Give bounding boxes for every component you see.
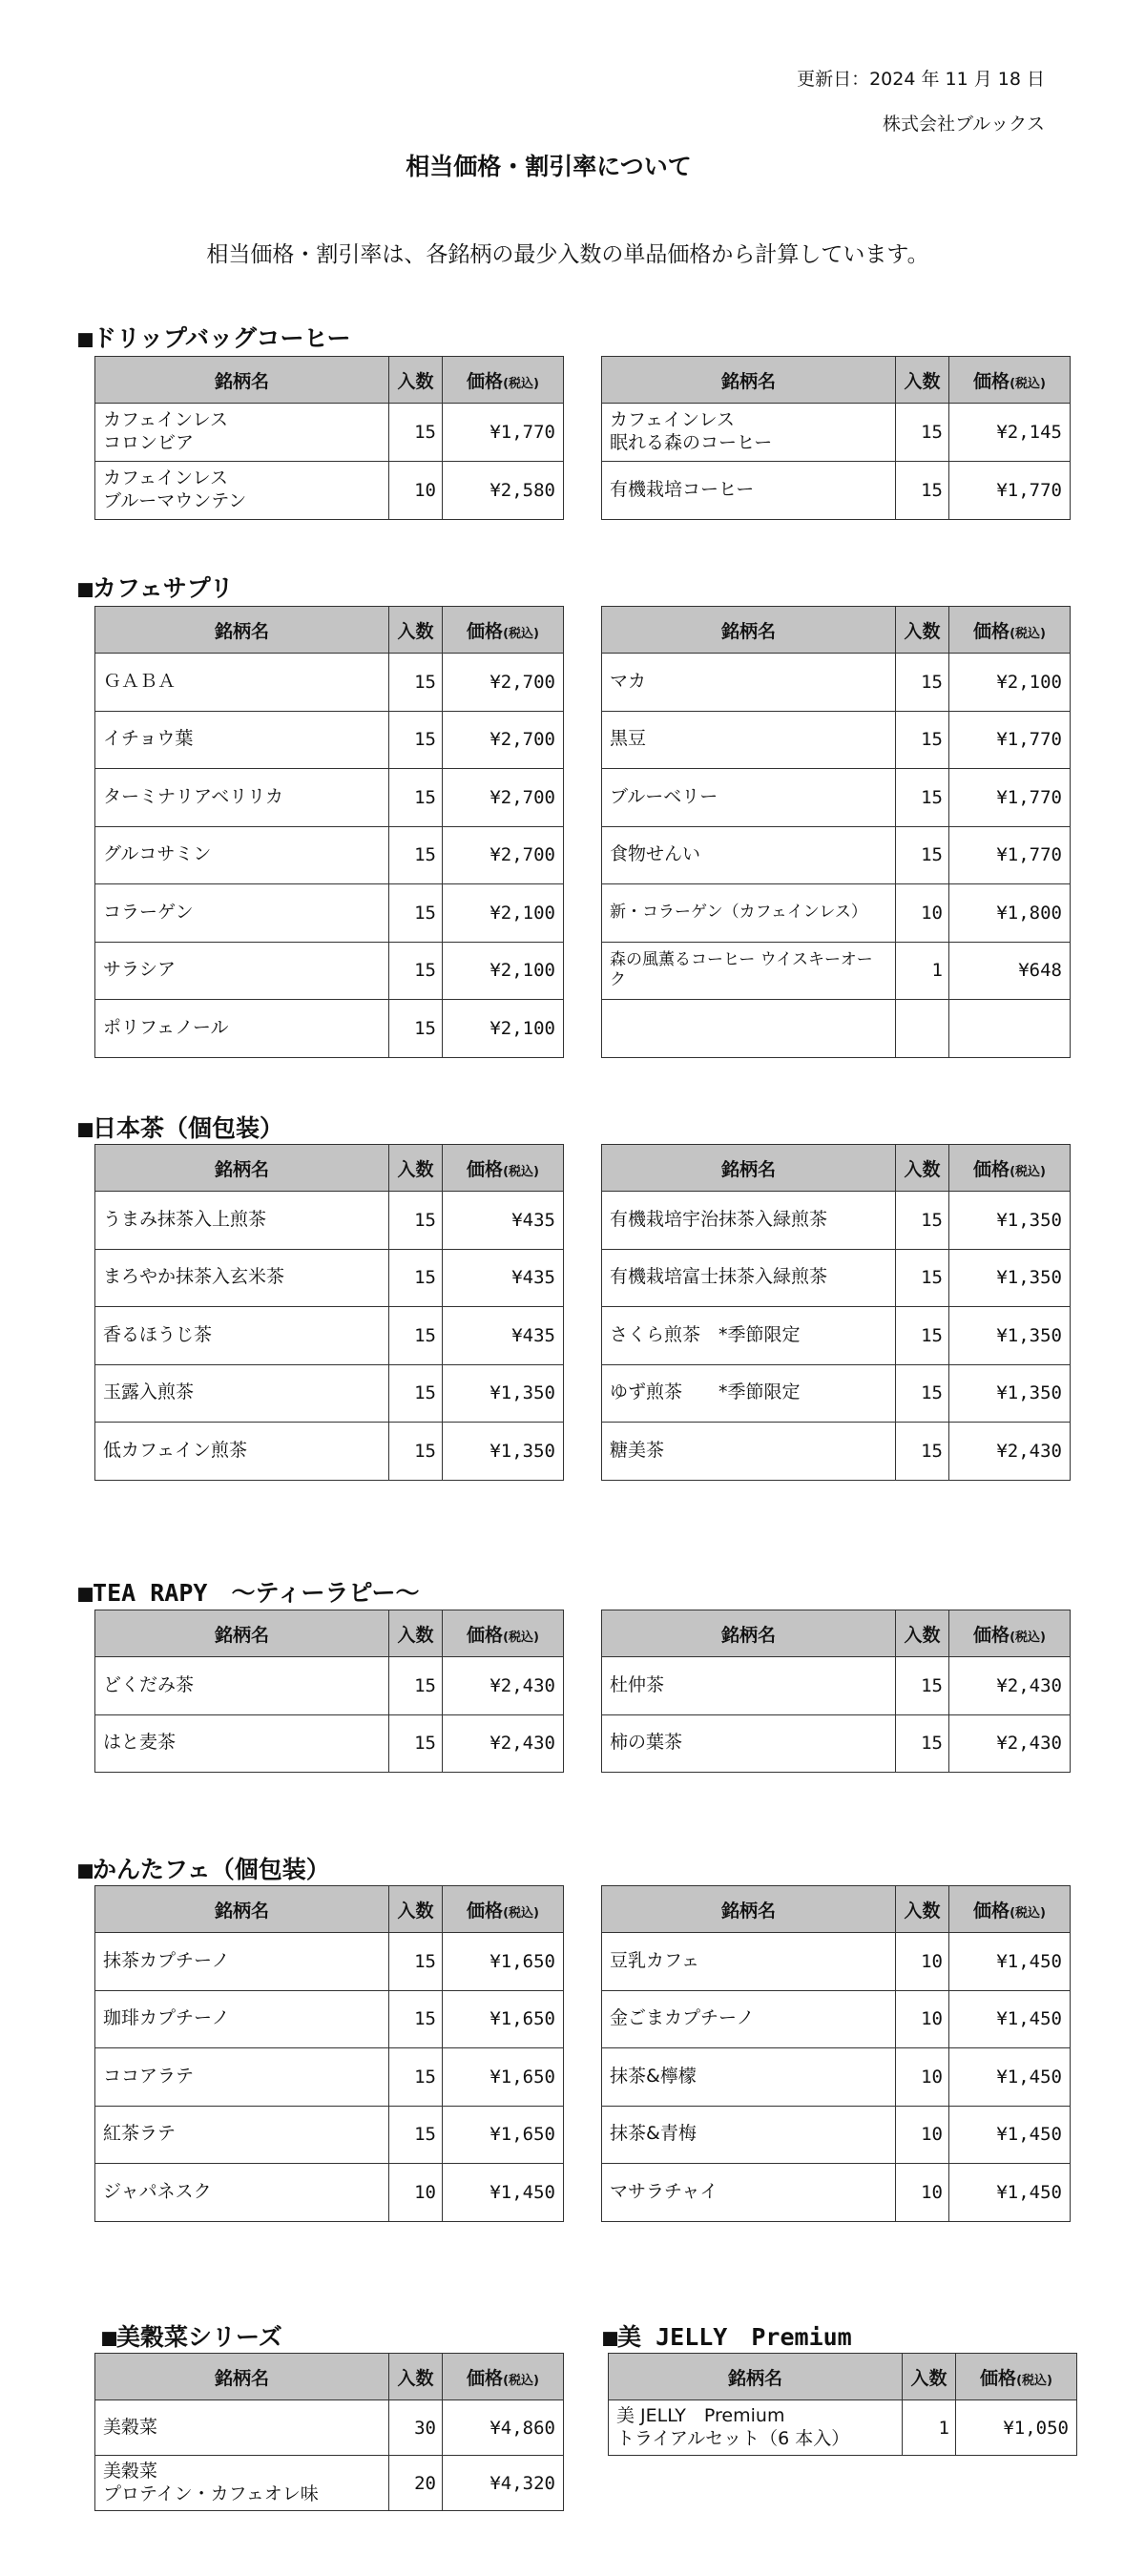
col-header-name: 銘柄名 — [95, 1145, 389, 1192]
product-price: ¥2,700 — [443, 654, 564, 712]
product-name: はと麦茶 — [95, 1714, 389, 1773]
product-name: 抹茶カプチーノ — [95, 1933, 389, 1991]
table-rapy-left — [94, 1610, 564, 1773]
table-row — [602, 769, 1071, 827]
product-qty: 15 — [389, 2048, 443, 2107]
product-price: ¥1,450 — [443, 2164, 564, 2222]
product-qty: 10 — [896, 884, 949, 943]
col-header-qty: 入数 — [389, 357, 443, 404]
col-header-price-label: 価格 — [973, 1624, 1010, 1646]
col-header-tax-label: (税込) — [503, 626, 539, 641]
product-price: ¥1,350 — [949, 1249, 1071, 1307]
product-qty: 15 — [896, 404, 949, 462]
col-header-qty: 入数 — [896, 1886, 949, 1933]
product-name: カフェインレス ブルーマウンテン — [95, 462, 389, 520]
product-price: ¥435 — [443, 1307, 564, 1365]
product-qty: 15 — [389, 1714, 443, 1773]
product-name: ジャパネスク — [95, 2164, 389, 2222]
product-qty: 15 — [389, 1307, 443, 1365]
table-kantafe-right — [601, 1885, 1071, 2222]
table-bikoku — [94, 2353, 564, 2511]
product-qty: 15 — [389, 404, 443, 462]
table-row — [602, 1364, 1071, 1423]
table-row — [609, 2400, 1077, 2456]
product-name: 香るほうじ茶 — [95, 1307, 389, 1365]
product-name: 森の風薫るコーヒー ウイスキーオーク — [602, 942, 896, 1000]
col-header-tax-label: (税込) — [1010, 1164, 1046, 1179]
table-row — [95, 1307, 564, 1365]
col-header-tax-label: (税込) — [503, 1905, 539, 1921]
product-qty: 15 — [389, 1249, 443, 1307]
col-header-price-label: 価格 — [973, 1900, 1010, 1922]
col-header-tax-label: (税込) — [503, 1630, 539, 1645]
product-name — [602, 1000, 896, 1058]
product-name: 美 JELLY Premium トライアルセット（6 本入） — [609, 2400, 903, 2456]
product-name: うまみ抹茶入上煎茶 — [95, 1192, 389, 1250]
product-price: ¥1,450 — [949, 2048, 1071, 2107]
product-price: ¥435 — [443, 1192, 564, 1250]
col-header-tax-label: (税込) — [503, 376, 539, 391]
col-header-price-label: 価格 — [467, 1900, 504, 1922]
product-qty: 1 — [896, 942, 949, 1000]
col-header-qty: 入数 — [896, 607, 949, 654]
product-name: 新・コラーゲン（カフェインレス） — [602, 884, 896, 943]
product-name: 美穀菜 — [95, 2400, 389, 2456]
section-title-jelly: ■美 JELLY Premium — [603, 2323, 852, 2351]
col-header-price-label: 価格 — [467, 2367, 504, 2389]
col-header-tax-label: (税込) — [1010, 1630, 1046, 1645]
product-qty: 15 — [896, 654, 949, 712]
product-price: ¥1,450 — [949, 1990, 1071, 2048]
table-header — [95, 607, 564, 654]
col-header-price — [949, 357, 1071, 404]
table-header — [602, 1886, 1071, 1933]
col-header-qty: 入数 — [389, 1886, 443, 1933]
table-header — [95, 1886, 564, 1933]
table-row — [95, 769, 564, 827]
product-qty: 15 — [896, 1249, 949, 1307]
col-header-price-label: 価格 — [973, 1158, 1010, 1180]
product-price: ¥1,350 — [443, 1364, 564, 1423]
col-header-qty: 入数 — [896, 357, 949, 404]
col-header-name: 銘柄名 — [602, 1610, 896, 1657]
product-price — [949, 1000, 1071, 1058]
product-price: ¥1,770 — [443, 404, 564, 462]
product-price: ¥1,770 — [949, 462, 1071, 520]
product-price: ¥4,320 — [443, 2456, 564, 2511]
product-name: ゆず煎茶 *季節限定 — [602, 1364, 896, 1423]
table-row — [602, 2048, 1071, 2107]
table-row — [95, 1192, 564, 1250]
table-header — [602, 607, 1071, 654]
table-row — [95, 2106, 564, 2164]
product-name: 美穀菜 プロテイン・カフェオレ味 — [95, 2456, 389, 2511]
table-row — [602, 1990, 1071, 2048]
product-name: マサラチャイ — [602, 2164, 896, 2222]
col-header-price-label: 価格 — [973, 370, 1010, 392]
col-header-price-label: 価格 — [467, 370, 504, 392]
product-name: 抹茶&青梅 — [602, 2106, 896, 2164]
col-header-tax-label: (税込) — [1010, 1905, 1046, 1921]
table-row — [95, 711, 564, 769]
table-row — [602, 884, 1071, 943]
col-header-price-label: 価格 — [980, 2367, 1017, 2389]
product-name: ココアラテ — [95, 2048, 389, 2107]
product-qty: 10 — [896, 1990, 949, 2048]
product-name: 抹茶&檸檬 — [602, 2048, 896, 2107]
section-title-bikoku: ■美穀菜シリーズ — [102, 2323, 282, 2351]
col-header-qty: 入数 — [896, 1145, 949, 1192]
product-name: ポリフェノール — [95, 1000, 389, 1058]
product-price: ¥2,430 — [949, 1657, 1071, 1715]
product-qty: 15 — [389, 769, 443, 827]
table-row — [95, 1714, 564, 1773]
product-price: ¥1,350 — [949, 1192, 1071, 1250]
col-header-name: 銘柄名 — [602, 357, 896, 404]
product-qty: 15 — [896, 1307, 949, 1365]
table-row — [602, 1000, 1071, 1058]
table-row — [602, 2164, 1071, 2222]
product-price: ¥1,770 — [949, 826, 1071, 884]
table-row — [95, 1249, 564, 1307]
product-price: ¥1,350 — [949, 1364, 1071, 1423]
col-header-tax-label: (税込) — [1010, 376, 1046, 391]
col-header-price — [949, 1886, 1071, 1933]
section-title-drip: ■ドリップバッグコーヒー — [78, 324, 351, 352]
table-row — [602, 2106, 1071, 2164]
product-price: ¥435 — [443, 1249, 564, 1307]
product-price: ¥2,700 — [443, 769, 564, 827]
product-name: カフェインレス コロンビア — [95, 404, 389, 462]
table-drip-right — [601, 356, 1071, 520]
col-header-qty: 入数 — [389, 1145, 443, 1192]
table-rapy-right — [601, 1610, 1071, 1773]
product-price: ¥2,100 — [443, 1000, 564, 1058]
section-title-rapy: ■TEA RAPY ～ティーラピー～ — [78, 1579, 420, 1607]
col-header-tax-label: (税込) — [503, 2373, 539, 2388]
product-qty: 15 — [389, 1364, 443, 1423]
product-name: 紅茶ラテ — [95, 2106, 389, 2164]
product-qty: 15 — [389, 1933, 443, 1991]
product-name: ＧＡＢＡ — [95, 654, 389, 712]
col-header-price — [956, 2354, 1077, 2400]
col-header-name: 銘柄名 — [95, 1886, 389, 1933]
product-qty: 15 — [389, 942, 443, 1000]
col-header-price — [443, 1886, 564, 1933]
product-price: ¥2,100 — [443, 942, 564, 1000]
product-qty: 15 — [389, 826, 443, 884]
product-price: ¥2,430 — [949, 1714, 1071, 1773]
table-row — [602, 1933, 1071, 1991]
product-price: ¥648 — [949, 942, 1071, 1000]
section-title-kantafe: ■かんたフェ（個包装） — [78, 1856, 330, 1883]
table-row — [95, 1990, 564, 2048]
product-qty: 10 — [896, 1933, 949, 1991]
product-qty: 10 — [896, 2164, 949, 2222]
product-qty: 15 — [389, 654, 443, 712]
table-row — [602, 462, 1071, 520]
product-name: 金ごまカプチーノ — [602, 1990, 896, 2048]
company-name: 株式会社ブルックス — [882, 114, 1045, 135]
product-name: サラシア — [95, 942, 389, 1000]
table-kantafe-left — [94, 1885, 564, 2222]
product-price: ¥1,450 — [949, 2164, 1071, 2222]
product-price: ¥2,145 — [949, 404, 1071, 462]
product-name: 有機栽培コーヒー — [602, 462, 896, 520]
product-price: ¥2,580 — [443, 462, 564, 520]
col-header-price — [949, 607, 1071, 654]
table-row — [95, 1423, 564, 1481]
col-header-qty: 入数 — [389, 607, 443, 654]
product-name: 食物せんい — [602, 826, 896, 884]
table-header — [602, 1610, 1071, 1657]
col-header-name: 銘柄名 — [95, 2354, 389, 2400]
product-qty: 15 — [389, 2106, 443, 2164]
table-row — [602, 1192, 1071, 1250]
product-name: 珈琲カプチーノ — [95, 1990, 389, 2048]
product-qty: 15 — [896, 826, 949, 884]
col-header-price-label: 価格 — [467, 1158, 504, 1180]
col-header-price — [949, 1145, 1071, 1192]
table-row — [602, 1249, 1071, 1307]
product-price: ¥2,430 — [949, 1423, 1071, 1481]
col-header-name: 銘柄名 — [95, 607, 389, 654]
col-header-name: 銘柄名 — [609, 2354, 903, 2400]
product-price: ¥2,700 — [443, 826, 564, 884]
product-price: ¥4,860 — [443, 2400, 564, 2456]
product-price: ¥1,650 — [443, 1933, 564, 1991]
product-price: ¥1,450 — [949, 2106, 1071, 2164]
table-tea-left — [94, 1144, 564, 1481]
col-header-price-label: 価格 — [973, 620, 1010, 642]
col-header-name: 銘柄名 — [602, 607, 896, 654]
product-qty: 15 — [896, 1192, 949, 1250]
product-name: 玉露入煎茶 — [95, 1364, 389, 1423]
product-name: どくだみ茶 — [95, 1657, 389, 1715]
table-header — [602, 1145, 1071, 1192]
product-price: ¥1,650 — [443, 1990, 564, 2048]
product-name: コラーゲン — [95, 884, 389, 943]
product-name: 黒豆 — [602, 711, 896, 769]
table-row — [95, 1657, 564, 1715]
col-header-name: 銘柄名 — [602, 1886, 896, 1933]
col-header-price — [443, 2354, 564, 2400]
table-header — [95, 357, 564, 404]
table-header — [95, 1610, 564, 1657]
table-supple-left — [94, 606, 564, 1058]
product-price: ¥1,770 — [949, 711, 1071, 769]
table-row — [602, 1657, 1071, 1715]
product-price: ¥1,350 — [949, 1307, 1071, 1365]
update-date: 更新日：2024 年 11 月 18 日 — [797, 69, 1045, 90]
table-row — [602, 1714, 1071, 1773]
product-qty: 15 — [896, 1423, 949, 1481]
table-row — [95, 2048, 564, 2107]
table-row — [95, 884, 564, 943]
col-header-price — [443, 357, 564, 404]
col-header-qty: 入数 — [389, 1610, 443, 1657]
product-qty: 15 — [389, 1657, 443, 1715]
product-name: カフェインレス 眠れる森のコーヒー — [602, 404, 896, 462]
intro-text: 相当価格・割引率は、各銘柄の最少入数の単品価格から計算しています。 — [206, 242, 929, 267]
table-row — [95, 462, 564, 520]
product-name: ブルーベリー — [602, 769, 896, 827]
col-header-tax-label: (税込) — [1010, 626, 1046, 641]
table-row — [95, 826, 564, 884]
table-row — [602, 1307, 1071, 1365]
col-header-qty: 入数 — [896, 1610, 949, 1657]
section-title-supple: ■カフェサプリ — [78, 574, 234, 602]
product-price: ¥1,770 — [949, 769, 1071, 827]
product-price: ¥1,050 — [956, 2400, 1077, 2456]
product-name: マカ — [602, 654, 896, 712]
product-qty: 15 — [896, 462, 949, 520]
col-header-tax-label: (税込) — [503, 1164, 539, 1179]
page-title: 相当価格・割引率について — [406, 153, 692, 180]
product-price: ¥2,100 — [949, 654, 1071, 712]
product-qty: 10 — [389, 462, 443, 520]
table-row — [95, 1933, 564, 1991]
product-name: グルコサミン — [95, 826, 389, 884]
table-header — [609, 2354, 1077, 2400]
product-qty: 15 — [896, 1364, 949, 1423]
col-header-price-label: 価格 — [467, 1624, 504, 1646]
table-header — [602, 357, 1071, 404]
product-name: 杜仲茶 — [602, 1657, 896, 1715]
product-qty: 15 — [896, 1714, 949, 1773]
col-header-name: 銘柄名 — [95, 1610, 389, 1657]
product-qty: 10 — [896, 2106, 949, 2164]
product-name: 豆乳カフェ — [602, 1933, 896, 1991]
product-qty: 15 — [389, 1990, 443, 2048]
product-name: 糖美茶 — [602, 1423, 896, 1481]
product-price: ¥1,650 — [443, 2106, 564, 2164]
product-name: 柿の葉茶 — [602, 1714, 896, 1773]
product-qty: 30 — [389, 2400, 443, 2456]
product-name: 有機栽培宇治抹茶入緑煎茶 — [602, 1192, 896, 1250]
product-price: ¥1,800 — [949, 884, 1071, 943]
product-qty: 15 — [389, 1000, 443, 1058]
table-row — [602, 1423, 1071, 1481]
table-row — [95, 654, 564, 712]
table-header — [95, 2354, 564, 2400]
product-name: ターミナリアベリリカ — [95, 769, 389, 827]
section-title-tea: ■日本茶（個包装） — [78, 1114, 284, 1142]
table-row — [602, 711, 1071, 769]
col-header-price — [443, 1610, 564, 1657]
table-tea-right — [601, 1144, 1071, 1481]
product-qty: 15 — [389, 711, 443, 769]
product-qty: 15 — [896, 711, 949, 769]
table-row — [95, 2400, 564, 2456]
product-price: ¥2,100 — [443, 884, 564, 943]
product-name: さくら煎茶 *季節限定 — [602, 1307, 896, 1365]
product-qty: 15 — [389, 1192, 443, 1250]
product-qty: 15 — [896, 1657, 949, 1715]
table-row — [95, 404, 564, 462]
product-name: 有機栽培富士抹茶入緑煎茶 — [602, 1249, 896, 1307]
table-jelly — [608, 2353, 1077, 2456]
table-row — [602, 942, 1071, 1000]
product-qty — [896, 1000, 949, 1058]
product-qty: 10 — [389, 2164, 443, 2222]
product-name: 低カフェイン煎茶 — [95, 1423, 389, 1481]
col-header-price-label: 価格 — [467, 620, 504, 642]
product-name: イチョウ葉 — [95, 711, 389, 769]
product-price: ¥2,430 — [443, 1714, 564, 1773]
table-supple-right — [601, 606, 1071, 1058]
col-header-qty: 入数 — [389, 2354, 443, 2400]
table-row — [95, 2456, 564, 2511]
table-row — [95, 2164, 564, 2222]
product-qty: 20 — [389, 2456, 443, 2511]
product-qty: 15 — [896, 769, 949, 827]
product-qty: 1 — [903, 2400, 956, 2456]
col-header-qty: 入数 — [903, 2354, 956, 2400]
product-price: ¥2,430 — [443, 1657, 564, 1715]
table-row — [602, 826, 1071, 884]
col-header-name: 銘柄名 — [602, 1145, 896, 1192]
table-row — [602, 654, 1071, 712]
product-price: ¥1,350 — [443, 1423, 564, 1481]
table-drip-left — [94, 356, 564, 520]
table-row — [95, 942, 564, 1000]
col-header-name: 銘柄名 — [95, 357, 389, 404]
table-header — [95, 1145, 564, 1192]
product-qty: 15 — [389, 1423, 443, 1481]
product-price: ¥1,450 — [949, 1933, 1071, 1991]
table-row — [95, 1000, 564, 1058]
col-header-tax-label: (税込) — [1016, 2373, 1052, 2388]
product-name: まろやか抹茶入玄米茶 — [95, 1249, 389, 1307]
product-qty: 15 — [389, 884, 443, 943]
product-qty: 10 — [896, 2048, 949, 2107]
table-row — [602, 404, 1071, 462]
col-header-price — [949, 1610, 1071, 1657]
col-header-price — [443, 607, 564, 654]
table-row — [95, 1364, 564, 1423]
product-price: ¥2,700 — [443, 711, 564, 769]
col-header-price — [443, 1145, 564, 1192]
product-price: ¥1,650 — [443, 2048, 564, 2107]
